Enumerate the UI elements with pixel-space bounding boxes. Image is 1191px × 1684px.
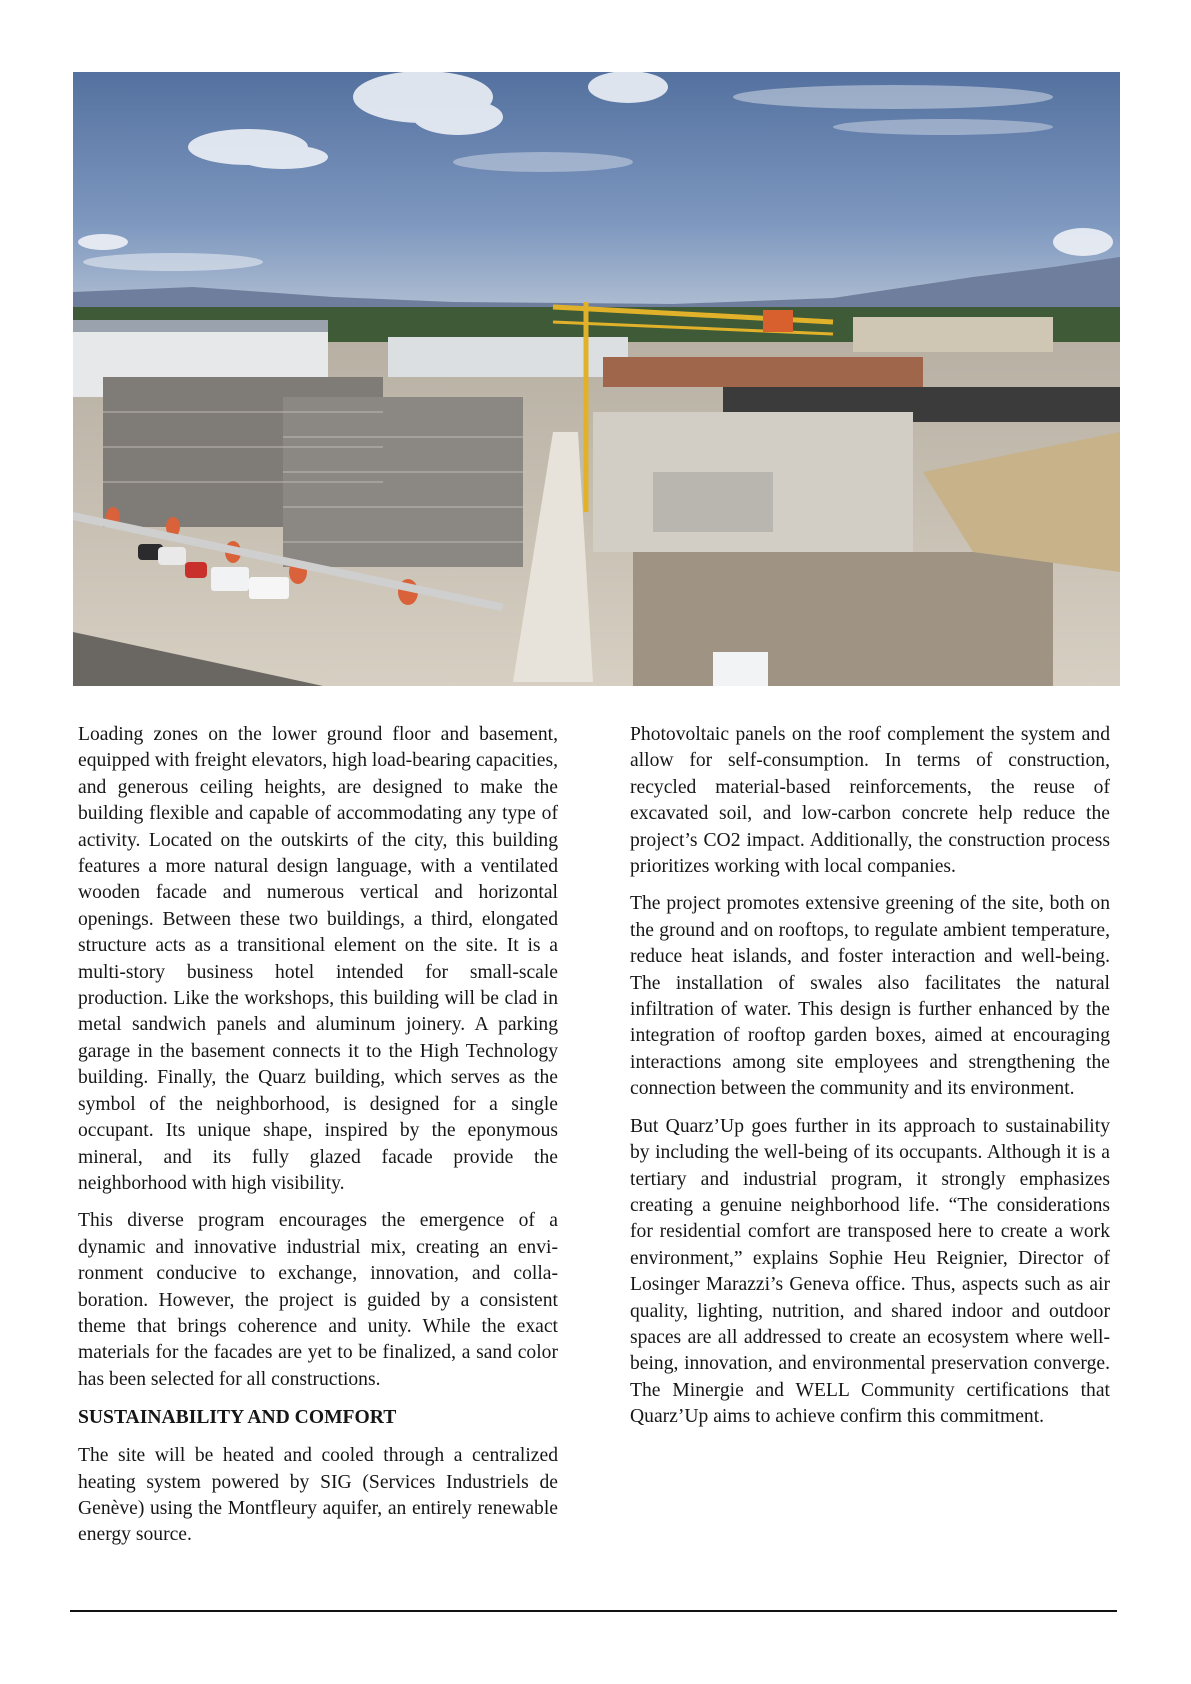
red-brick-building: [603, 357, 923, 387]
construction-site-photo: [73, 72, 1120, 686]
paragraph: This diverse program encourages the emergence of a dynamic and innovative industrial mix, creating an environment conducive to exchange, innovation, and collaboration. However, the project is guided by a consistent theme that brings coherence and unity. While the exact materials for the facades are yet to be finalized, a sand color has been selected for all constructions.: [78, 1210, 558, 1390]
photo-illustration: [73, 72, 1120, 686]
truck-roof: [713, 652, 768, 686]
right-text-column: [630, 722, 1110, 1442]
paragraph: Photovoltaic panels on the roof complement the system and allow for self-consumption. In terms of construction, recycled material-based reinforcements, the reuse of excavated soil, and low-carbon concrete help reduce the project’s CO2 impact. Additionally, the construction process prioritizes working with local companies.: [630, 724, 1110, 878]
paragraph: But Quarz’Up goes further in its approach to sustainability by including the well-being of its occupants. Although it is a tertiary and industrial program, it strongly emphasizes creating a genuine neighborhood life. “The considerations for residential comfort are transposed here to create a work environment,” explains Sophie Heu Reignier, Director of Losinger Marazzi’s Geneva office. Thus, aspects such as air quality, lighting, nutrition, and shared indoor and outdoor spaces are all addressed to create an ecosystem where well-being, innovation, and environmental preservation converge. The Minergie and WELL Community certifications that Quarz’Up aims to achieve confirm this commitment.: [630, 1115, 1110, 1428]
formwork: [653, 472, 773, 532]
excavation-pit: [633, 552, 1053, 686]
warehouse-roof: [73, 320, 328, 332]
section-heading: SUSTAINABILITY AND COMFORT: [78, 1407, 397, 1429]
paragraph: The project promotes extensive greening of the site, both on the ground and on rooftops, to regulate ambient temperature, reduce heat islands, and foster interaction and well-being. The installation of swales also facilitates the natural infiltration of water. This design is further enhanced by the integration of rooftop garden boxes, aimed at encouraging interactions among site employees and strengthening the connection between the community and its environment.: [630, 893, 1110, 1100]
white-hall: [388, 337, 628, 377]
crane-counterweight: [763, 310, 793, 332]
background-buildings: [853, 317, 1053, 352]
left-text-column: [78, 722, 558, 1560]
footer-divider: [70, 1610, 1117, 1612]
paragraph: The site will be heated and cooled through a centralized heating system powered by SIG (Services Industriels de Genève) using the Montfleury aquifer, an entirely renewable energy source.: [78, 1445, 558, 1546]
paragraph: Loading zones on the lower ground floor and basement, equipped with freight elevators, high load-bearing capacities, and generous ceiling heights, are designed to make the building flexible and capable of accommodating any type of activity. Located on the outskirts of the city, this building features a more natural design language, with a ventilated wooden facade and numerous vertical and horizontal openings. Between these two buildings, a third, elongated structure acts as a transitional element on the site. It is a multi-story business hotel intended for small-scale production. Like the workshops, this building will be clad in metal sandwich panels and aluminum joinery. A parking garage in the basement connects it to the High Technology building. Finally, the Quarz building, which serves as the symbol of the neighborhood, is designed for a single occupant. Its unique shape, inspired by the eponymous mineral, and its fully glazed facade provide the neighborhood with high visibility.: [78, 724, 558, 1194]
